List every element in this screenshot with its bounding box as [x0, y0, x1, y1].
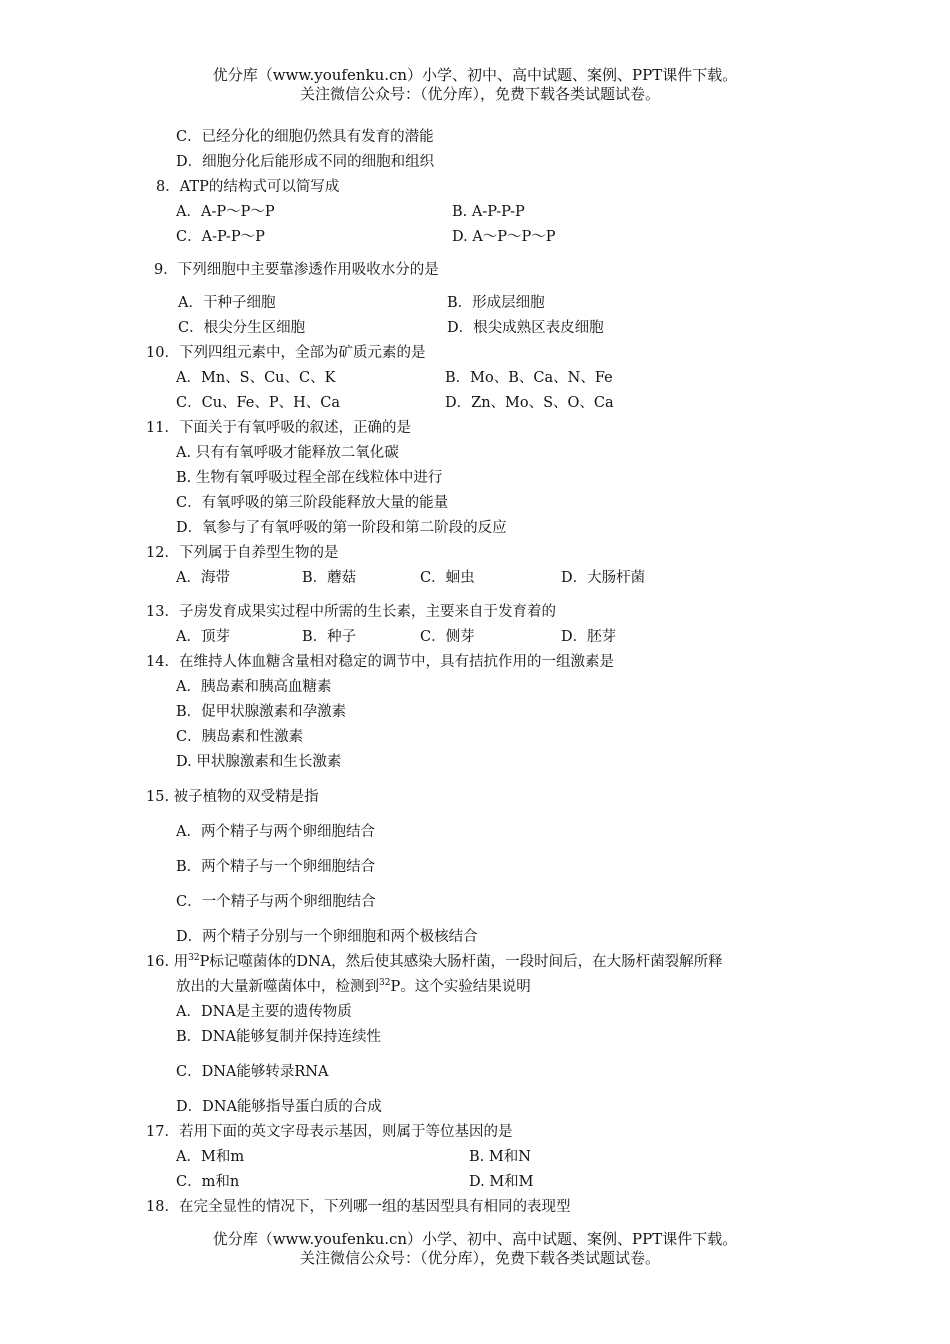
q11-option-d: D．氧参与了有氧呼吸的第一阶段和第二阶段的反应	[176, 520, 507, 536]
q14-option-b: B．促甲状腺激素和孕激素	[176, 704, 347, 720]
q14-option-d: D. 甲状腺激素和生长激素	[176, 754, 342, 770]
q8-stem: 8．ATP的结构式可以简写成	[156, 179, 340, 195]
q16-option-c: C．DNA能够转录RNA	[176, 1064, 329, 1080]
q16-stem-2a: 放出的大量新噬菌体中，检测到	[176, 979, 379, 995]
q9-option-b: B．形成层细胞	[447, 295, 545, 311]
q10-option-c: C．Cu、Fe、P、H、Ca	[176, 395, 341, 411]
q8-option-d: D. A～P～P～P	[452, 229, 556, 245]
q13-option-c: C．侧芽	[420, 629, 475, 645]
q14-option-c: C．胰岛素和性激素	[176, 729, 304, 745]
q16-option-d: D．DNA能够指导蛋白质的合成	[176, 1099, 382, 1115]
q11-option-c: C．有氧呼吸的第三阶段能释放大量的能量	[176, 495, 449, 511]
page-header	[0, 66, 950, 104]
q16-stem-line1	[146, 952, 723, 972]
q17-option-d: D. M和M	[469, 1174, 534, 1190]
q8-option-c: C．A-P-P～P	[176, 229, 265, 245]
q10-option-a: A．Mn、S、Cu、C、K	[176, 370, 336, 386]
q12-option-b: B．蘑菇	[302, 570, 357, 586]
q16-option-a: A．DNA是主要的遗传物质	[176, 1004, 352, 1020]
q7-option-c: C．已经分化的细胞仍然具有发育的潜能	[176, 129, 434, 145]
footer-line-1: 优分库（www.youfenku.cn）小学、初中、高中试题、案例、PPT课件下载。	[212, 1230, 738, 1248]
q16-sup-1: 32	[188, 953, 200, 964]
page-footer	[0, 1230, 950, 1268]
q10-stem: 10．下列四组元素中，全部为矿质元素的是	[146, 345, 426, 361]
q14-stem: 14．在维持人体血糖含量相对稳定的调节中，具有拮抗作用的一组激素是	[146, 654, 614, 670]
q10-option-b: B．Mo、B、Ca、N、Fe	[445, 370, 613, 386]
q14-option-a: A．胰岛素和胰高血糖素	[176, 679, 332, 695]
q16-stem-2b: P。这个实验结果说明	[390, 979, 531, 995]
q8-option-b: B. A-P-P-P	[452, 204, 525, 220]
q13-option-b: B．种子	[302, 629, 357, 645]
q15-stem: 15. 被子植物的双受精是指	[146, 789, 319, 805]
q16-sup-2: 32	[379, 978, 391, 989]
q15-option-d: D．两个精子分别与一个卵细胞和两个极核结合	[176, 929, 478, 945]
q11-option-a: A. 只有有氧呼吸才能释放二氧化碳	[176, 445, 399, 461]
q9-option-d: D．根尖成熟区表皮细胞	[447, 320, 604, 336]
q17-option-b: B. M和N	[469, 1149, 531, 1165]
q13-option-a: A．顶芽	[176, 629, 230, 645]
q8-option-a: A．A-P～P～P	[176, 204, 275, 220]
q18-stem: 18．在完全显性的情况下，下列哪一组的基因型具有相同的表现型	[146, 1199, 571, 1215]
q15-option-a: A．两个精子与两个卵细胞结合	[176, 824, 375, 840]
q10-option-d: D．Zn、Mo、S、O、Ca	[445, 395, 614, 411]
q7-option-d: D．细胞分化后能形成不同的细胞和组织	[176, 154, 435, 170]
q11-stem: 11．下面关于有氧呼吸的叙述，正确的是	[146, 420, 411, 436]
q17-option-a: A．M和m	[176, 1149, 245, 1165]
header-line-1: 优分库（www.youfenku.cn）小学、初中、高中试题、案例、PPT课件下载。	[212, 66, 738, 84]
q13-stem: 13．子房发育成果实过程中所需的生长素，主要来自于发育着的	[146, 604, 556, 620]
q16-stem-1a: 16. 用	[146, 954, 189, 970]
footer-line-2: 关注微信公众号：（优分库），免费下载各类试题试卷。	[299, 1249, 660, 1267]
header-line-2: 关注微信公众号：（优分库），免费下载各类试题试卷。	[299, 85, 660, 103]
q9-stem: 9．下列细胞中主要靠渗透作用吸收水分的是	[154, 262, 439, 278]
q12-option-d: D．大肠杆菌	[561, 570, 646, 586]
q17-stem: 17．若用下面的英文字母表示基因，则属于等位基因的是	[146, 1124, 513, 1140]
q15-option-b: B．两个精子与一个卵细胞结合	[176, 859, 376, 875]
q9-option-a: A．干种子细胞	[178, 295, 276, 311]
q12-option-c: C．蛔虫	[420, 570, 475, 586]
q12-stem: 12．下列属于自养型生物的是	[146, 545, 339, 561]
q16-option-b: B．DNA能够复制并保持连续性	[176, 1029, 381, 1045]
q9-option-c: C．根尖分生区细胞	[178, 320, 306, 336]
q17-option-c: C．m和n	[176, 1174, 240, 1190]
q15-option-c: C．一个精子与两个卵细胞结合	[176, 894, 376, 910]
q16-stem-1b: P标记噬菌体的DNA，然后使其感染大肠杆菌，一段时间后，在大肠杆菌裂解所释	[199, 954, 723, 970]
q16-stem-line2	[176, 977, 531, 997]
q13-option-d: D．胚芽	[561, 629, 617, 645]
q12-option-a: A．海带	[176, 570, 230, 586]
q11-option-b: B. 生物有氧呼吸过程全部在线粒体中进行	[176, 470, 443, 486]
